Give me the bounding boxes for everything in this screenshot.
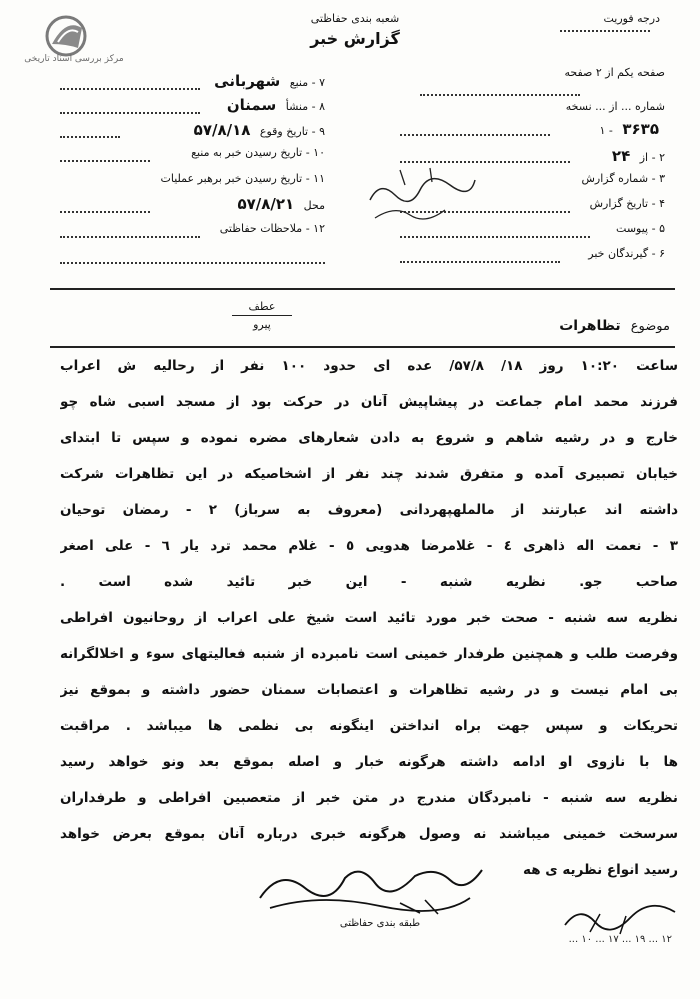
field-label: تاریخ گزارش bbox=[589, 197, 649, 210]
field-value: سمنان bbox=[226, 96, 277, 114]
page-title: گزارش خبر bbox=[310, 29, 400, 48]
subject-line bbox=[390, 318, 670, 334]
field-number: ۹ - bbox=[311, 125, 325, 138]
field-label: ملاحظات حفاظتی bbox=[219, 222, 303, 235]
reference-bottom: پیرو bbox=[253, 318, 271, 331]
field-label: تاریخ رسیدن خبر به منبع bbox=[191, 146, 303, 159]
handwritten-note-icon bbox=[360, 160, 480, 230]
body-line: ها با نازوی او ادامه داشته هرگونه خبار و اصله بموقع بعد ونو خواهد رسید bbox=[60, 754, 678, 770]
dotline bbox=[60, 236, 200, 238]
body-line: خیابان تصبیری آمده و متفرق شدند چند نفر از اشخاصیکه در این تظاهرات شرکت bbox=[60, 466, 678, 482]
field-value: ۵۷/۸/۱۸ bbox=[193, 121, 251, 139]
reference-divider bbox=[232, 315, 292, 316]
logo-caption: مرکز بررسی اسناد تاریخی bbox=[24, 54, 124, 64]
archive-logo-icon bbox=[38, 14, 98, 58]
page-count: صفحه یکم از ۲ صفحه bbox=[564, 66, 665, 79]
footer-line: ... ۱۰ ... ۱۷ ... ۱۹ ... ۱۲ bbox=[568, 934, 672, 945]
body-line: ساعت ۱۰:۲۰ روز ۱۸/ ۵۷/۸/ عده ای حدود ۱۰۰ نفر از رحالیه ش اعراب bbox=[60, 358, 678, 374]
field-label: محل bbox=[303, 199, 325, 212]
body-line: داشته اند عبارتند از مالملهپهردانی (معروف به سرباز) ۲ - رمضان توحیان bbox=[60, 502, 678, 518]
field-number: ۵ - bbox=[651, 222, 665, 235]
dotline bbox=[60, 88, 200, 90]
field-number: ۶ - bbox=[651, 247, 665, 260]
dotline bbox=[60, 262, 325, 264]
field-label: منبع bbox=[289, 76, 309, 89]
dotline bbox=[420, 94, 580, 96]
field-6 bbox=[395, 247, 665, 260]
dotline bbox=[400, 236, 590, 238]
body-line: صاحب جو. نظریه شنبه - این خبر تائید شده است . bbox=[60, 574, 678, 590]
field-number: ۳ - bbox=[651, 172, 665, 185]
reference-block bbox=[232, 300, 292, 331]
field-label: گیرندگان خبر bbox=[588, 247, 649, 260]
field-11 bbox=[60, 172, 325, 185]
dotline bbox=[400, 261, 560, 263]
subject-label: موضوع bbox=[630, 319, 670, 334]
dotline bbox=[60, 112, 200, 114]
field-label: تاریخ وقوع bbox=[259, 125, 309, 138]
form-heading bbox=[260, 12, 450, 48]
body-line: بی امام نیست و در رشیه تظاهرات و اعتصابات سمنان حضور داشته و بموقع نیز bbox=[60, 682, 678, 698]
field-number: ۴ - bbox=[651, 197, 665, 210]
field-10 bbox=[60, 146, 325, 159]
body-line: فرزند محمد امام جماعت در پیشاپیش آنان در حرکت بود از مسجد اسبی شاه چو bbox=[60, 394, 678, 410]
reference-top: عطف bbox=[248, 300, 276, 313]
body-line: وفرصت طلب و همچنین طرفدار خمینی است نامبرده از شنبه فعالیتهای سوء و اخلالگرانه bbox=[60, 646, 678, 662]
body-line: تحریکات و سپس جهت براه انداختن اینگونه بی نظمی ها میباشد . مراقبت bbox=[60, 718, 678, 734]
body-line: خارج و در رشیه شاهم و شروع به دادن شعارهای مضره نموده و سپس تا ابتدای bbox=[60, 430, 678, 446]
field-value: ۵۷/۸/۲۱ bbox=[237, 195, 295, 213]
field-label: منشأ bbox=[285, 100, 309, 113]
dotline bbox=[60, 136, 120, 138]
subject-value: تظاهرات bbox=[559, 318, 621, 334]
body-line: نظریه سه شنبه - نامبردگان مندرج در متن خبر از متعصبین افراطی و طرفداران bbox=[60, 790, 678, 806]
field-number: ۸ - bbox=[311, 100, 325, 113]
signature-label: طبقه بندی حفاظتی bbox=[339, 918, 421, 929]
field-number: ۷ - bbox=[311, 76, 325, 89]
field-number: ۱ - bbox=[599, 124, 613, 137]
body-line: رسید انواع نظریه ی هه bbox=[523, 862, 678, 878]
urgency-label: درجه فوریت bbox=[603, 12, 660, 25]
section-divider bbox=[50, 346, 675, 348]
field-12 bbox=[60, 222, 325, 235]
field-value: شهربانی bbox=[214, 72, 281, 90]
field-value: ۳۶۳۵ bbox=[622, 120, 659, 138]
dotline bbox=[60, 211, 150, 213]
dotline bbox=[60, 160, 150, 162]
body-line: سرسخت خمینی میباشند نه وصول هرگونه خبری درباره آنان بموقع بعرض خواهد bbox=[60, 826, 678, 842]
field-label: تاریخ رسیدن خبر برهبر عملیات bbox=[160, 172, 303, 185]
body-line: نظریه سه شنبه - صحت خبر مورد تائید است شیخ علی اعراب از روحانیون افراطی bbox=[60, 610, 678, 626]
section-divider bbox=[50, 288, 675, 290]
field-label: پیوست bbox=[616, 222, 649, 235]
urgency-dotline bbox=[560, 30, 650, 32]
field-number: ۱۰ - bbox=[305, 146, 325, 159]
dotline bbox=[400, 134, 550, 136]
field-number: ۱۲ - bbox=[305, 222, 325, 235]
body-line: ۳ - نعمت اله ذاهری ٤ - غلامرضا هدویی ٥ - غلام محمد ترد یار ٦ - علی اصغر bbox=[60, 538, 678, 554]
field-label: شماره گزارش bbox=[581, 172, 649, 185]
unit-line: شعبه بندی حفاظتی bbox=[310, 12, 400, 25]
field-value: ۲۴ bbox=[611, 147, 631, 165]
field-number: ۲ - از bbox=[639, 151, 665, 164]
copy-number: شماره ... از ... نسخه bbox=[565, 100, 665, 113]
field-number: ۱۱ - bbox=[305, 172, 325, 185]
signature-icon bbox=[250, 858, 490, 918]
